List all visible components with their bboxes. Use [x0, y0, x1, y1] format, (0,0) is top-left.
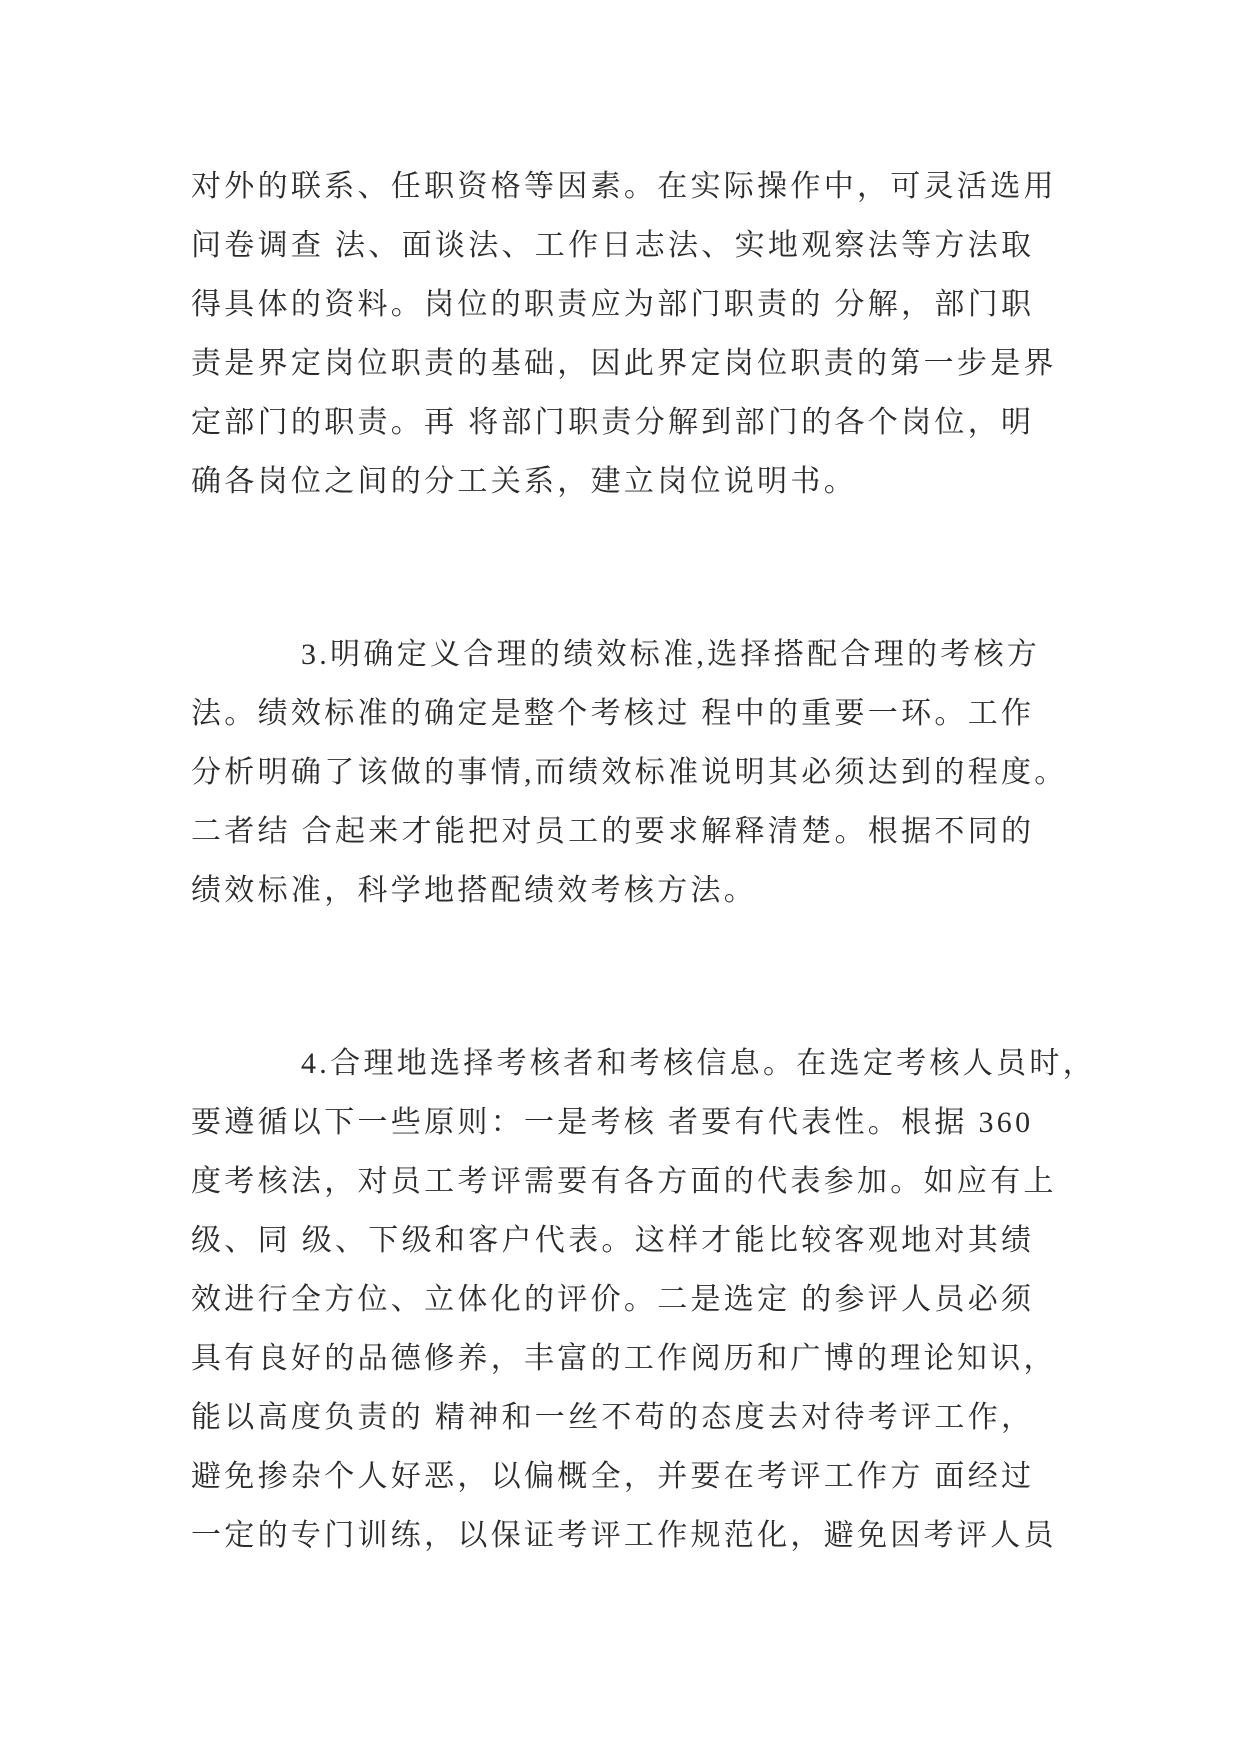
paragraph-line: 得具体的资料。岗位的职责应为部门职责的 分解，部门职 [191, 288, 1035, 321]
paragraph-heading-line: 4.合理地选择考核者和考核信息。在选定考核人员时， [301, 1047, 1096, 1080]
paragraph-line: 一定的专门训练，以保证考评工作规范化，避免因考评人员 [191, 1519, 1057, 1552]
paragraph-line: 效进行全方位、立体化的评价。二是选定 的参评人员必须 [191, 1283, 1035, 1316]
paragraph-line: 责是界定岗位职责的基础，因此界定岗位职责的第一步是界 [191, 347, 1057, 380]
paragraph-line: 具有良好的品德修养，丰富的工作阅历和广博的理论知识， [191, 1342, 1057, 1375]
paragraph-job-analysis [191, 157, 1151, 511]
paragraph-line: 对外的联系、任职资格等因素。在实际操作中，可灵活选用 [191, 170, 1057, 203]
paragraph-line: 避免掺杂个人好恶，以偏概全，并要在考评工作方 面经过 [191, 1460, 1035, 1493]
paragraph-line: 级、同 级、下级和客户代表。这样才能比较客观地对其绩 [191, 1224, 1035, 1257]
paragraph-line: 要遵循以下一些原则：一是考核 者要有代表性。根据 360 [191, 1106, 1034, 1139]
paragraph-line: 问卷调查 法、面谈法、工作日志法、实地观察法等方法取 [191, 229, 1035, 262]
paragraph-heading-line: 3.明确定义合理的绩效标准,选择搭配合理的考核方 [301, 638, 1041, 671]
paragraph-line: 二者结 合起来才能把对员工的要求解释清楚。根据不同的 [191, 815, 1035, 848]
paragraph-line: 能以高度负责的 精神和一丝不苟的态度去对待考评工作， [191, 1401, 1035, 1434]
paragraph-line: 度考核法，对员工考评需要有各方面的代表参加。如应有上 [191, 1165, 1057, 1198]
paragraph-line: 定部门的职责。再 将部门职责分解到部门的各个岗位，明 [191, 406, 1035, 439]
paragraph-line: 分析明确了该做的事情,而绩效标准说明其必须达到的程度。 [191, 756, 1068, 789]
paragraph-appraisers [191, 1034, 1151, 1565]
paragraph-performance-standards [191, 625, 1151, 920]
paragraph-line: 确各岗位之间的分工关系，建立岗位说明书。 [191, 465, 857, 498]
paragraph-line: 法。绩效标准的确定是整个考核过 程中的重要一环。工作 [191, 697, 1035, 730]
paragraph-line: 绩效标准，科学地搭配绩效考核方法。 [191, 874, 758, 907]
